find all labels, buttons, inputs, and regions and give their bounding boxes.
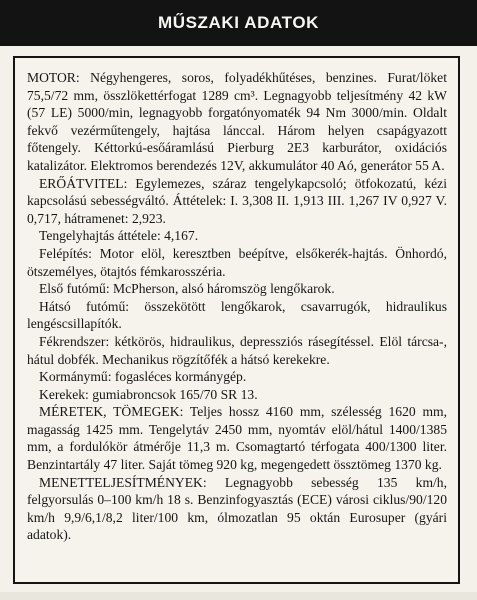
spec-label: Kerekek — [39, 386, 86, 402]
spec-box — [13, 56, 460, 584]
spec-paragraph-elso-futomu — [27, 280, 447, 298]
spec-paragraph-fekrendszer — [27, 333, 447, 368]
spec-paragraph-meretek — [27, 403, 447, 473]
page-bottom-margin — [0, 592, 477, 600]
spec-label: Tengelyhajtás áttétele — [39, 228, 157, 244]
spec-value: : Legnagyobb sebesség 135 km/h, felgyorsulás 0–100 km/h 18 s. Benzinfogyasztás (ECE) városi ciklus/90/120 km/h 9,9/6,1/8,2 liter/100 km, ólmozatlan 95 oktán Eurosuper (gyári adatok). — [27, 474, 447, 543]
spec-paragraph-felepites — [27, 245, 447, 280]
spec-label: MOTOR — [27, 70, 76, 85]
spec-paragraph-hatso-futomu — [27, 298, 447, 333]
spec-paragraph-menetteljesitmenyek — [27, 474, 447, 544]
spec-value: : összekötött lengőkarok, csavarrugók, hidraulikus lengéscsillapítók. — [27, 298, 447, 332]
spec-paragraph-kormanymu — [27, 368, 447, 386]
spec-label: MÉRETEK, TÖMEGEK — [39, 404, 180, 420]
spec-value: : 4,167. — [156, 228, 199, 244]
spec-label: Hátsó futómű — [39, 298, 126, 314]
spec-value: : kétkörös, hidraulikus, depressziós rásegítéssel. Elöl tárcsa-, hátul dobfék. Mechanikus rögzítőfék a hátsó kerekekre. — [27, 333, 447, 367]
spec-value: : Teljes hossz 4160 mm, szélesség 1620 mm, magasság 1425 mm. Tengelytáv 2450 mm, nyomtáv elöl/hátul 1400/1385 mm, a fordulókör átmérője 11,3 m. Csomagtartó térfogata 400/1300 liter. Benzintartály 47 liter. Saját tömeg 920 kg, megengedett össztömeg 1370 kg. — [27, 404, 447, 473]
spec-paragraph-motor — [27, 69, 447, 175]
spec-label: ERŐÁTVITEL — [39, 175, 124, 191]
title-bar — [0, 0, 477, 46]
spec-paragraph-kerekek — [27, 386, 447, 404]
spec-value: : Négyhengeres, soros, folyadékhűtéses, benzines. Furat/löket 75,5/72 mm, összlökettérfogat 1289 cm³. Legnagyobb teljesítmény 42 kW (57 LE) 5000/min, legnagyobb forgatónyomaték 94 Nm 3000/min. Oldalt fekvő vezérműtengely, hajtása lánccal. Három helyen csapágyazott főtengely. Kéttorkú-esőáramlású Pierburg 2E3 karburátor, oxidációs katalizátor. Elektromos berendezés 12V, akkumulátor 40 Aó, generátor 55 A. — [27, 70, 447, 173]
spec-value: : fogasléces kormánygép. — [107, 369, 247, 385]
spec-value: : Egylemezes, száraz tengelykapcsoló; ötfokozatú, kézi kapcsolású sebességváltó. Áttételek: I. 3,308 II. 1,913 III. 1,267 IV 0,927 V. 0,717, hátramenet: 2,923. — [27, 175, 447, 226]
spec-label: Felépítés — [39, 245, 89, 261]
spec-label: MENETTELJESÍTMÉNYEK — [39, 474, 203, 490]
spec-paragraph-eroatvitel — [27, 175, 447, 228]
spec-value: : gumiabroncsok 165/70 SR 13. — [85, 386, 258, 402]
spec-label: Fékrendszer — [39, 333, 106, 349]
spec-value: : Motor elöl, keresztben beépítve, elsőkerék-hajtás. Önhordó, ötszemélyes, ötajtós fémkarosszéria. — [27, 245, 447, 279]
spec-label: Kormánymű — [39, 369, 108, 385]
spec-paragraph-tengelyhajtas — [27, 227, 447, 245]
spec-value: : McPherson, alsó háromszög lengőkarok. — [105, 281, 335, 297]
spec-text — [27, 69, 447, 544]
spec-label: Első futómű — [39, 281, 106, 297]
page-title: MŰSZAKI ADATOK — [157, 13, 320, 32]
